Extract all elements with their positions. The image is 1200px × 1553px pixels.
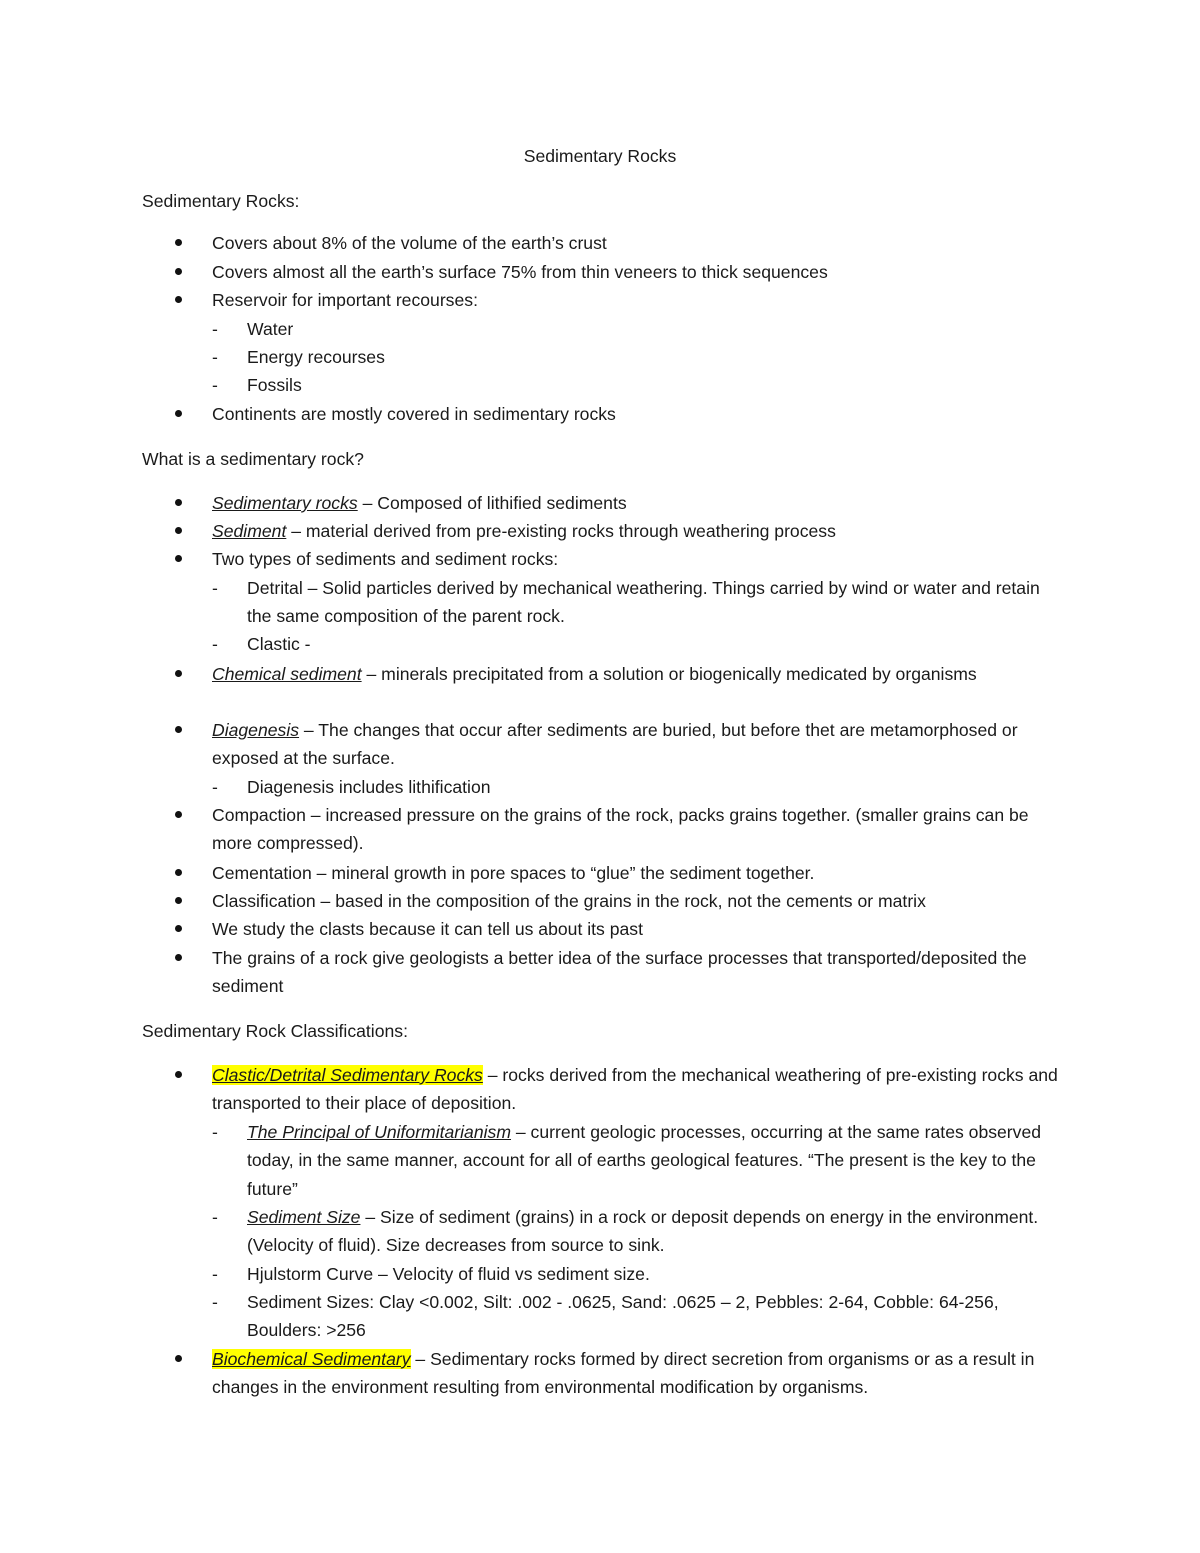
list-item: We study the clasts because it can tell us about its past — [212, 919, 643, 939]
bullet-icon — [175, 527, 182, 534]
sub-list-item — [247, 1118, 1062, 1203]
bullet-icon — [175, 897, 182, 904]
bullet-icon — [175, 925, 182, 932]
term: Diagenesis — [212, 720, 300, 740]
sub-list-item: Fossils — [247, 375, 302, 395]
bullet-icon — [175, 555, 182, 562]
list-item: Classification – based in the composition of the grains in the rock, not the cements or matrix — [212, 891, 926, 911]
dash-marker: - — [212, 634, 218, 654]
list-item — [212, 517, 1062, 545]
dash-marker: - — [212, 375, 218, 395]
sub-list-item: Water — [247, 319, 294, 339]
bullet-icon — [175, 670, 182, 677]
dash-marker: - — [212, 1207, 218, 1227]
highlighted-term: Clastic/Detrital Sedimentary Rocks — [212, 1065, 483, 1085]
sub-list-item: Energy recourses — [247, 347, 385, 367]
list-item — [212, 1345, 1062, 1402]
dash-marker: - — [212, 1292, 218, 1312]
dash-marker: - — [212, 578, 218, 598]
definition: – Size of sediment (grains) in a rock or deposit depends on energy in the environment. (Velocity of fluid). Size decreases from source to sink. — [247, 1207, 1039, 1256]
dash-marker: - — [212, 319, 218, 339]
bullet-icon — [175, 954, 182, 961]
bullet-icon — [175, 296, 182, 303]
definition: – material derived from pre-existing rocks through weathering process — [286, 521, 836, 541]
bullet-icon — [175, 1071, 182, 1078]
list-item: Two types of sediments and sediment rocks: — [212, 549, 559, 569]
dash-marker: - — [212, 1264, 218, 1284]
list-item — [212, 660, 1062, 688]
list-item — [212, 1061, 1062, 1118]
section-heading-classifications: Sedimentary Rock Classifications: — [142, 1021, 408, 1041]
dash-marker: - — [212, 347, 218, 367]
term: Sediment Size — [247, 1207, 361, 1227]
list-item — [212, 716, 1062, 773]
sub-list-item: Sediment Sizes: Clay <0.002, Silt: .002 - .0625, Sand: .0625 – 2, Pebbles: 2-64, Cobble: 64-256, Boulders: >256 — [247, 1292, 999, 1341]
definition: – minerals precipitated from a solution or biogenically medicated by organisms — [361, 664, 977, 684]
dash-marker: - — [212, 777, 218, 797]
definition: – current geologic processes, occurring at the same rates observed today, in the same manner, account for all of earths geological features. “The present is the key to the future” — [247, 1122, 1042, 1199]
list-item: The grains of a rock give geologists a better idea of the surface processes that transported/deposited the sediment — [212, 948, 1027, 997]
section-heading-what-is: What is a sedimentary rock? — [142, 449, 364, 469]
term: The Principal of Uniformitarianism — [247, 1122, 511, 1142]
bullet-icon — [175, 726, 182, 733]
list-item: Covers almost all the earth’s surface 75% from thin veneers to thick sequences — [212, 262, 828, 282]
section-heading-sedimentary-rocks: Sedimentary Rocks: — [142, 191, 300, 211]
bullet-icon — [175, 869, 182, 876]
bullet-icon — [175, 239, 182, 246]
definition: – The changes that occur after sediments are buried, but before thet are metamorphosed or exposed at the surface. — [212, 720, 1018, 769]
term: Chemical sediment — [212, 664, 362, 684]
dash-marker: - — [212, 1122, 218, 1142]
bullet-icon — [175, 268, 182, 275]
bullet-icon — [175, 811, 182, 818]
list-item — [212, 489, 1062, 517]
list-item: Compaction – increased pressure on the grains of the rock, packs grains together. (smaller grains can be more compressed). — [212, 805, 1029, 854]
list-item: Continents are mostly covered in sedimentary rocks — [212, 404, 616, 424]
list-item: Covers about 8% of the volume of the earth’s crust — [212, 233, 607, 253]
document-title: Sedimentary Rocks — [523, 146, 677, 166]
bullet-icon — [175, 410, 182, 417]
definition: – Sedimentary rocks formed by direct secretion from organisms or as a result in changes in the environment resulting from environmental modification by organisms. — [212, 1349, 1035, 1398]
sub-list-item: Detrital – Solid particles derived by mechanical weathering. Things carried by wind or water and retain the same composition of the parent rock. — [247, 578, 1040, 627]
term: Sediment — [212, 521, 287, 541]
definition: – rocks derived from the mechanical weathering of pre-existing rocks and transported to their place of deposition. — [212, 1065, 1058, 1114]
sub-list-item — [247, 1203, 1062, 1260]
bullet-icon — [175, 1355, 182, 1362]
definition: – Composed of lithified sediments — [357, 493, 627, 513]
term: Sedimentary rocks — [212, 493, 358, 513]
list-item: Reservoir for important recourses: — [212, 290, 478, 310]
list-item: Cementation – mineral growth in pore spaces to “glue” the sediment together. — [212, 863, 815, 883]
sub-list-item: Clastic - — [247, 634, 311, 654]
sub-list-item: Hjulstorm Curve – Velocity of fluid vs sediment size. — [247, 1264, 650, 1284]
sub-list-item: Diagenesis includes lithification — [247, 777, 491, 797]
bullet-icon — [175, 499, 182, 506]
highlighted-term: Biochemical Sedimentary — [212, 1349, 411, 1369]
